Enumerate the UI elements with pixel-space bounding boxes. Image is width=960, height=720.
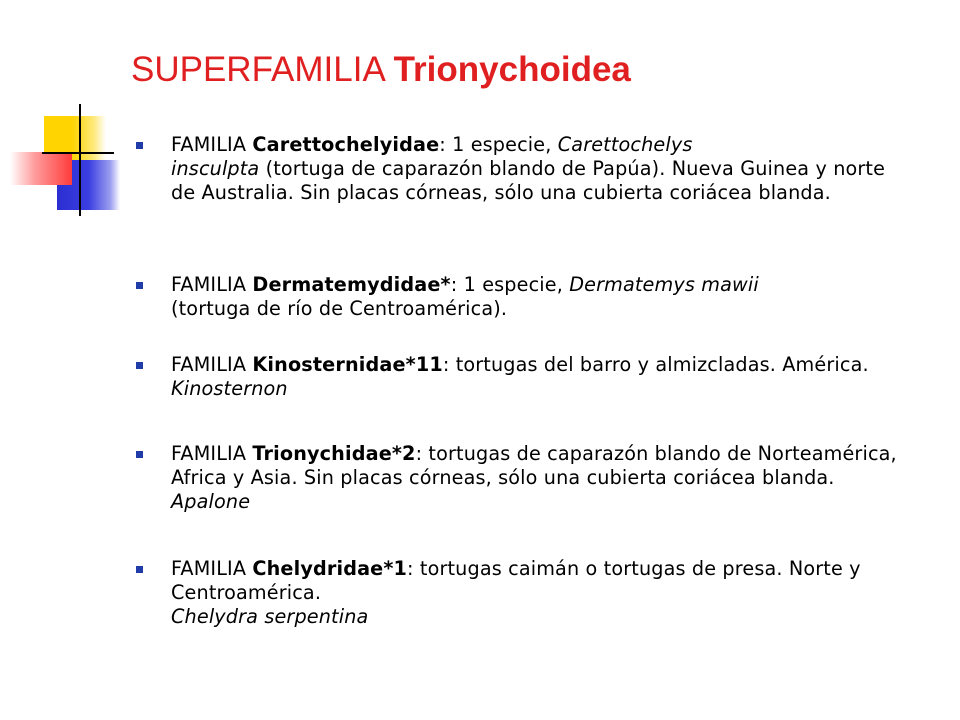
list-item-carettochelyidae — [171, 133, 911, 205]
item-text: : tortugas del barro y almizcladas. América. — [442, 353, 869, 376]
item-text: : 1 especie, — [439, 133, 558, 156]
item-prefix: FAMILIA — [171, 442, 247, 465]
item-text: (tortuga de río de Centroamérica). — [171, 297, 508, 320]
title-taxon: Trionychoidea — [393, 50, 631, 89]
item-text: : tortugas caimán o tortugas de presa. Norte y Centroamérica. — [171, 557, 861, 604]
list-item-trionychidae — [171, 442, 911, 514]
species-name: insculpta — [171, 157, 260, 180]
family-name: Trionychidae*2 — [252, 442, 416, 465]
decorative-red-block — [10, 152, 72, 185]
item-text: (tortuga de caparazón blando de Papúa). Nueva Guinea y norte de Australia. Sin placas córneas, sólo una cubierta coriácea blanda. — [171, 157, 886, 204]
item-prefix: FAMILIA — [171, 133, 247, 156]
list-item-chelydridae — [171, 557, 911, 629]
list-item-kinosternidae — [171, 353, 911, 401]
family-name: Carettochelyidae — [252, 133, 440, 156]
decorative-horizontal-line — [42, 152, 114, 154]
list-item-dermatemydidae — [171, 273, 911, 321]
family-name: Dermatemydidae* — [252, 273, 451, 296]
bullet-marker — [136, 282, 143, 289]
item-prefix: FAMILIA — [171, 353, 247, 376]
slide-title — [131, 50, 631, 90]
item-text: : tortugas de caparazón blando de Norteamérica, Africa y Asia. Sin placas córneas, sólo una cubierta coriácea blanda. — [171, 442, 897, 489]
genus-name: Kinosternon — [171, 377, 288, 400]
family-name: Kinosternidae*11 — [252, 353, 443, 376]
bullet-marker — [136, 566, 143, 573]
item-prefix: FAMILIA — [171, 557, 247, 580]
item-prefix: FAMILIA — [171, 273, 247, 296]
family-name: Chelydridae*1 — [252, 557, 408, 580]
species-name: Dermatemys mawii — [569, 273, 759, 296]
bullet-marker — [136, 362, 143, 369]
species-name: Carettochelys — [557, 133, 693, 156]
item-text: : 1 especie, — [450, 273, 570, 296]
title-prefix: SUPERFAMILIA — [131, 50, 384, 89]
genus-name: Apalone — [171, 490, 251, 513]
bullet-marker — [136, 451, 143, 458]
decorative-vertical-line — [79, 104, 81, 216]
bullet-marker — [136, 142, 143, 149]
species-name: Chelydra serpentina — [171, 605, 369, 628]
